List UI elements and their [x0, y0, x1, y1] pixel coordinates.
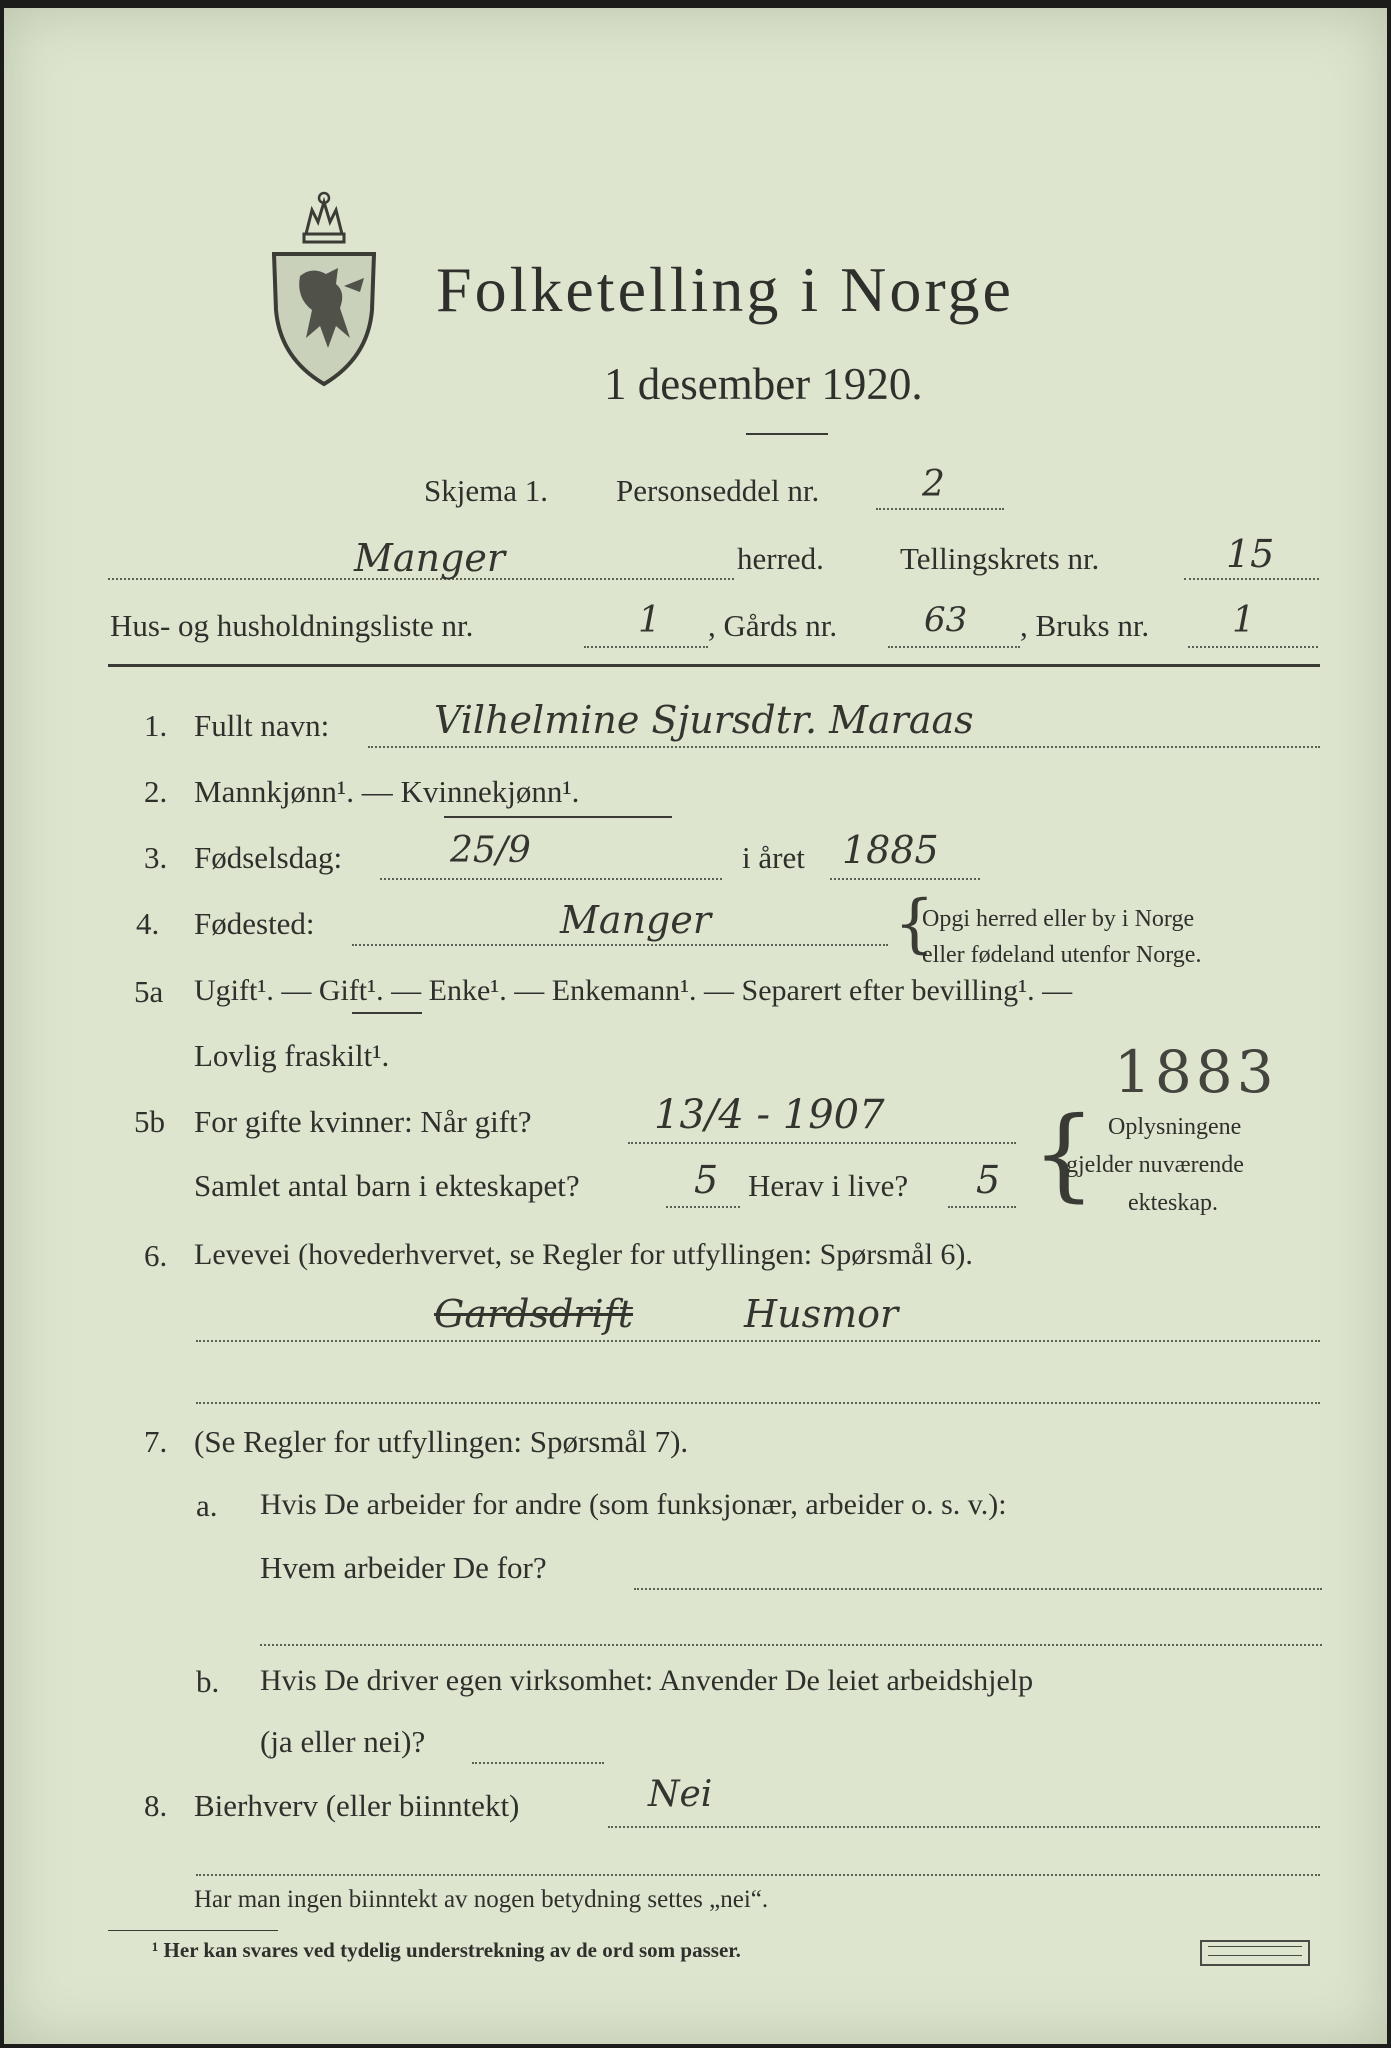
- q6-number: 6.: [144, 1238, 168, 1273]
- alive-label: Herav i live?: [748, 1168, 909, 1203]
- q4-label: Fødested:: [194, 906, 315, 941]
- skjema-label: Skjema 1.: [424, 473, 548, 508]
- occupation-struck-value: Gardsdrift: [434, 1292, 633, 1336]
- footer-note: Har man ingen biinntekt av nogen betydning settes „nei“.: [194, 1886, 769, 1913]
- children-label: Samlet antal barn i ekteskapet?: [194, 1168, 580, 1203]
- q4-note-line1: Opgi herred eller by i Norge: [922, 906, 1195, 932]
- q3-number: 3.: [144, 840, 168, 875]
- full-name-value: Vilhelmine Sjursdtr. Maraas: [434, 698, 974, 742]
- bruks-dotline: [1188, 646, 1318, 648]
- bruks-value: 1: [1232, 600, 1255, 641]
- q8-dotline-2: [196, 1874, 1320, 1876]
- husholdningsliste-dotline: [584, 646, 708, 648]
- q2-number: 2.: [144, 774, 168, 809]
- q7-label: (Se Regler for utfyllingen: Spørsmål 7).: [194, 1424, 689, 1459]
- q5b-number: 5b: [134, 1104, 165, 1139]
- tellingskrets-label: Tellingskrets nr.: [900, 541, 1100, 576]
- footnote-rule: [108, 1930, 278, 1931]
- children-dotline: [666, 1206, 740, 1208]
- q1-number: 1.: [144, 708, 168, 743]
- q7a-dotline-2: [260, 1644, 1322, 1646]
- q4-brace: {: [894, 887, 935, 961]
- bruks-label: , Bruks nr.: [1020, 608, 1150, 643]
- q6-dotline-2: [196, 1402, 1320, 1404]
- q3-dotline: [380, 878, 722, 880]
- form-title: Folketelling i Norge: [436, 254, 1014, 325]
- q5b-dotline: [628, 1142, 1016, 1144]
- marital-underline: [352, 1012, 422, 1014]
- coat-of-arms-icon: [266, 188, 382, 388]
- q8-number: 8.: [144, 1788, 168, 1823]
- q4-dotline: [352, 944, 888, 946]
- q7a-text: Hvis De arbeider for andre (som funksjonær, arbeider o. s. v.):: [260, 1488, 1007, 1521]
- personseddel-label: Personseddel nr.: [616, 473, 820, 508]
- q7-number: 7.: [144, 1424, 168, 1459]
- q7b-dotline: [472, 1762, 604, 1764]
- q7b-question: (ja eller nei)?: [260, 1724, 426, 1759]
- marital-options: Ugift¹. — Gift¹. — Enke¹. — Enkemann¹. — Separert efter bevilling¹. —: [194, 974, 1073, 1007]
- year-dotline: [830, 878, 980, 880]
- q7a-dotline-1: [634, 1588, 1322, 1590]
- q7b-text: Hvis De driver egen virksomhet: Anvender De leiet arbeidshjelp: [260, 1664, 1034, 1697]
- q6-dotline-1: [196, 1340, 1320, 1342]
- title-divider: [746, 433, 828, 435]
- q4-note-line2: eller fødeland utenfor Norge.: [922, 942, 1202, 968]
- gards-dotline: [888, 646, 1020, 648]
- q5b-note-line1: Oplysningene: [1108, 1114, 1242, 1140]
- personseddel-dotline: [876, 508, 1004, 510]
- q5a-number: 5a: [134, 974, 164, 1009]
- q7b-letter: b.: [196, 1664, 220, 1699]
- marital-options-cont: Lovlig fraskilt¹.: [194, 1038, 390, 1073]
- children-value: 5: [694, 1158, 719, 1202]
- husholdningsliste-label: Hus- og husholdningsliste nr.: [110, 608, 474, 643]
- footnote-text: ¹ Her kan svares ved tydelig understrekning av de ord som passer.: [152, 1938, 741, 1962]
- tellingskrets-dotline: [1184, 578, 1319, 580]
- q1-dotline: [368, 746, 1320, 748]
- year-label: i året: [742, 840, 805, 875]
- margin-year-note: 1883: [1114, 1038, 1278, 1106]
- q8-dotline-1: [608, 1826, 1320, 1828]
- herred-value: Manger: [354, 536, 506, 580]
- q4-number: 4.: [136, 906, 160, 941]
- personseddel-value: 2: [922, 464, 945, 505]
- marriage-date-value: 13/4 - 1907: [654, 1092, 885, 1138]
- q8-label: Bierhverv (eller biinntekt): [194, 1788, 520, 1823]
- census-form: [4, 8, 1387, 2044]
- q7a-question: Hvem arbeider De for?: [260, 1550, 547, 1585]
- header-separator: [108, 664, 1320, 667]
- occupation-value: Husmor: [744, 1292, 899, 1336]
- q5b-brace: {: [1032, 1095, 1096, 1212]
- alive-dotline: [948, 1206, 1016, 1208]
- gards-value: 63: [924, 600, 968, 640]
- alive-value: 5: [976, 1158, 1001, 1202]
- tellingskrets-value: 15: [1226, 532, 1275, 576]
- side-income-value: Nei: [648, 1774, 713, 1815]
- q7a-letter: a.: [196, 1488, 218, 1523]
- printer-stamp-icon: [1200, 1940, 1310, 1966]
- birthplace-value: Manger: [560, 898, 712, 942]
- husholdningsliste-value: 1: [638, 600, 661, 641]
- q1-label: Fullt navn:: [194, 708, 330, 743]
- herred-label: herred.: [737, 541, 824, 576]
- q3-label: Fødselsdag:: [194, 840, 343, 875]
- census-date: 1 desember 1920.: [604, 359, 923, 409]
- q5b-note-line2: gjelder nuværende: [1066, 1152, 1244, 1178]
- birthdate-value: 25/9: [450, 830, 531, 871]
- birthyear-value: 1885: [842, 828, 939, 872]
- sex-options: Mannkjønn¹. — Kvinnekjønn¹.: [194, 774, 580, 809]
- q5b-note-line3: ekteskap.: [1128, 1190, 1218, 1216]
- sex-underline: [444, 816, 672, 818]
- q6-label: Levevei (hovederhvervet, se Regler for utfyllingen: Spørsmål 6).: [194, 1238, 973, 1271]
- q5b-label: For gifte kvinner: Når gift?: [194, 1104, 532, 1139]
- gards-label: , Gårds nr.: [708, 608, 838, 643]
